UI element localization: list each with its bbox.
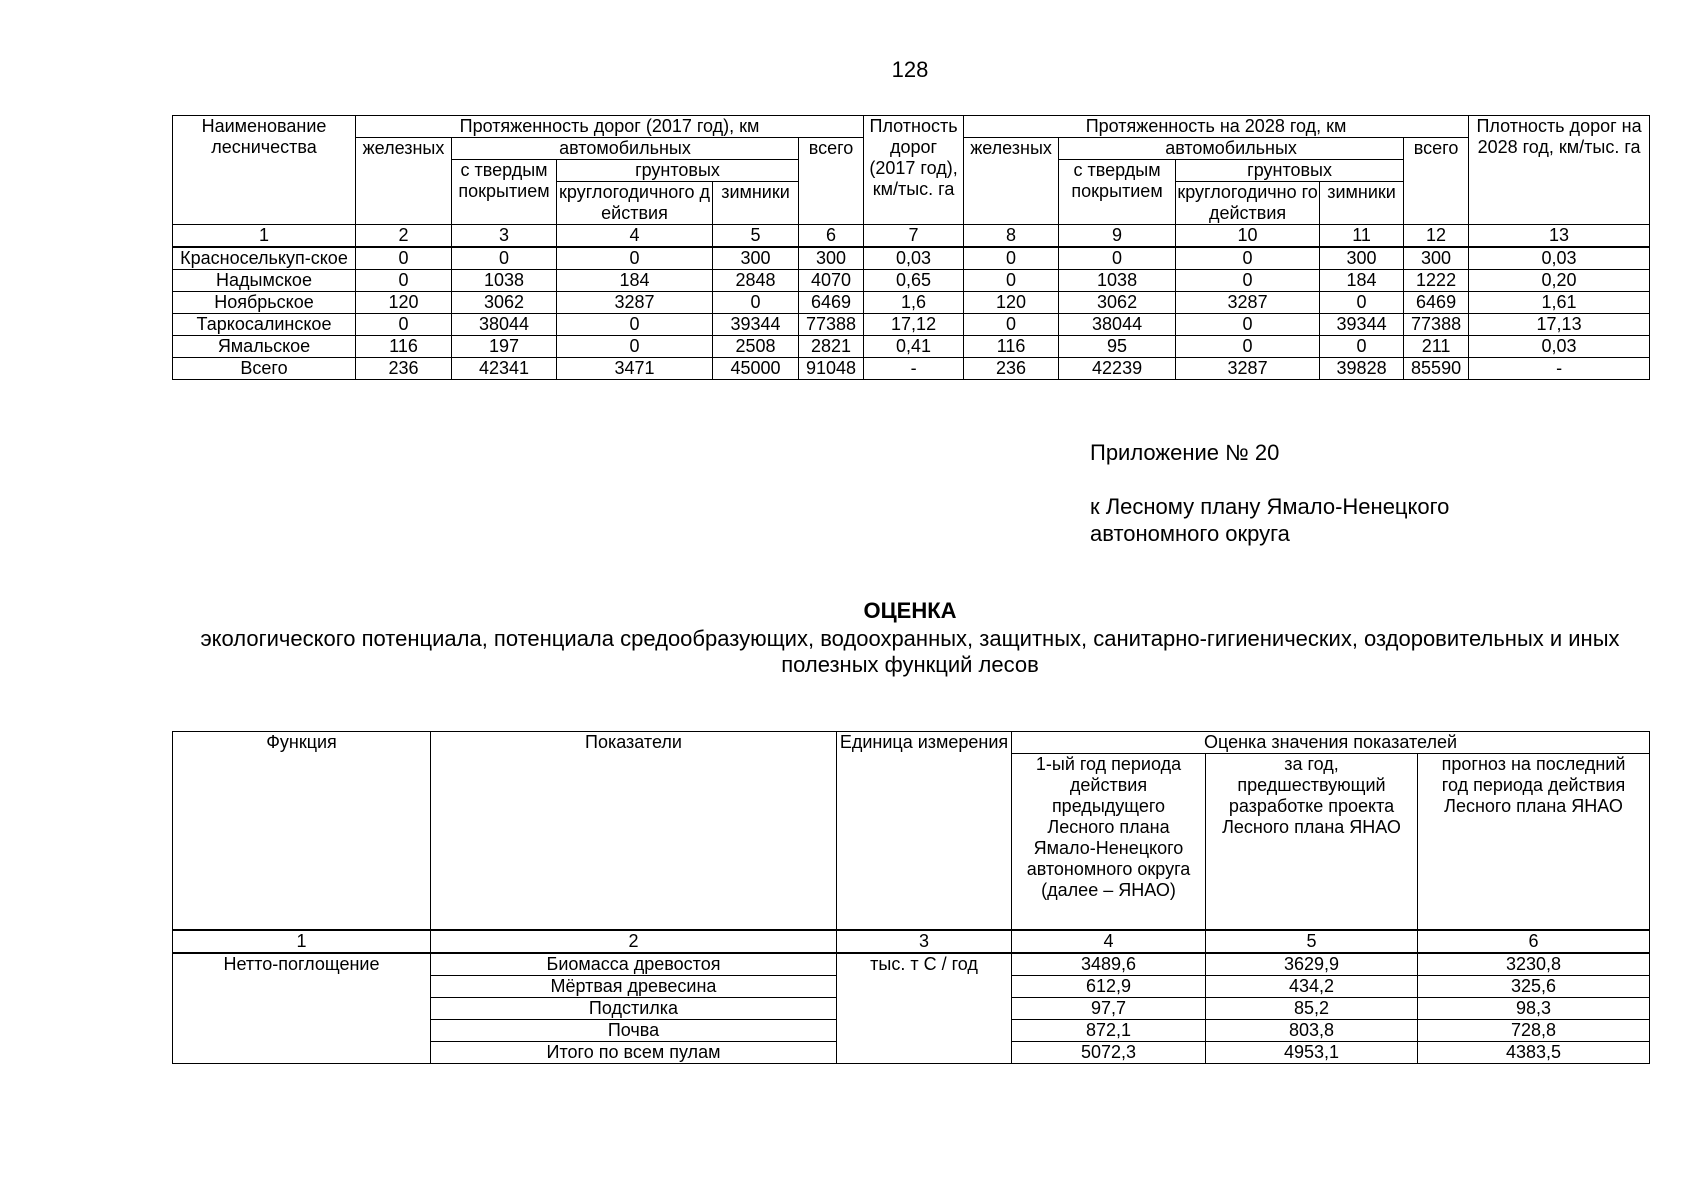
table-cell: 300 [1320, 247, 1404, 270]
table-cell: 1038 [1059, 270, 1176, 292]
appendix-reference: к Лесному плану Ямало-Ненецкого [1090, 494, 1450, 519]
roads-table-body [173, 247, 1650, 380]
value-cell: 728,8 [1418, 1020, 1650, 1042]
roads-header-row [173, 116, 1650, 138]
value-cell: 4953,1 [1206, 1042, 1418, 1064]
table-cell: 1222 [1404, 270, 1469, 292]
forestry-name-cell: Ноябрьское [173, 292, 356, 314]
table-cell: 0,65 [864, 270, 964, 292]
value-cell: 872,1 [1012, 1020, 1206, 1042]
header-length-2028: Протяженность на 2028 год, км [964, 116, 1469, 138]
eco-table [172, 731, 1650, 1064]
function-cell: Нетто-поглощение [173, 953, 431, 1064]
roads-table [172, 115, 1650, 380]
table-cell: 0 [1059, 247, 1176, 270]
value-cell: 3629,9 [1206, 953, 1418, 976]
header-auto-2028: автомобильных [1059, 138, 1404, 160]
table-cell: 0 [964, 247, 1059, 270]
eco-table-body [173, 953, 1650, 1064]
col-number: 8 [964, 225, 1059, 248]
col-number: 10 [1176, 225, 1320, 248]
table-cell: 0 [452, 247, 557, 270]
appendix-number: Приложение № 20 [1090, 440, 1280, 465]
table-cell: 0 [713, 292, 799, 314]
table-cell: 45000 [713, 358, 799, 380]
col-number: 13 [1469, 225, 1650, 248]
value-cell: 325,6 [1418, 976, 1650, 998]
table-cell: 38044 [452, 314, 557, 336]
value-cell: 4383,5 [1418, 1042, 1650, 1064]
table-cell: 0,03 [864, 247, 964, 270]
table-cell: 0 [964, 270, 1059, 292]
table-cell: 0,41 [864, 336, 964, 358]
table-row [173, 953, 1650, 976]
forestry-name-cell: Всего [173, 358, 356, 380]
table-cell: - [1469, 358, 1650, 380]
table-cell: 2821 [799, 336, 864, 358]
header-forestry-name: Наименование лесничества [173, 116, 356, 225]
col-number: 12 [1404, 225, 1469, 248]
header-length-2017: Протяженность дорог (2017 год), км [356, 116, 864, 138]
header-winter-2028: зимники [1320, 182, 1404, 225]
header-auto-2017: автомобильных [452, 138, 799, 160]
value-cell: 5072,3 [1012, 1042, 1206, 1064]
table-cell: 116 [356, 336, 452, 358]
table-cell: 0 [557, 336, 713, 358]
header-ground-2028: грунтовых [1176, 160, 1404, 182]
col-number: 1 [173, 225, 356, 248]
header-hard-2028: с твердым покрытием [1059, 160, 1176, 225]
table-row [173, 336, 1650, 358]
table-cell: 300 [1404, 247, 1469, 270]
table-cell: 184 [557, 270, 713, 292]
forestry-name-cell: Красноселькуп-ское [173, 247, 356, 270]
indicator-cell: Итого по всем пулам [431, 1042, 837, 1064]
value-cell: 98,3 [1418, 998, 1650, 1020]
table-cell: 116 [964, 336, 1059, 358]
table-cell: 85590 [1404, 358, 1469, 380]
table-cell: 39344 [713, 314, 799, 336]
header-year-round-2028: круглогодично го действия [1177, 182, 1318, 223]
value-cell: 434,2 [1206, 976, 1418, 998]
table-cell: 0,03 [1469, 336, 1650, 358]
table-cell: 2848 [713, 270, 799, 292]
table-cell: 0 [1176, 336, 1320, 358]
value-cell: 803,8 [1206, 1020, 1418, 1042]
header-rail-2028: железных [964, 138, 1059, 225]
indicator-cell: Подстилка [431, 998, 837, 1020]
table-cell: 3062 [452, 292, 557, 314]
table-cell: 0 [1320, 292, 1404, 314]
table-cell: 17,13 [1469, 314, 1650, 336]
header-unit: Единица измерения [837, 732, 1012, 931]
value-cell: 97,7 [1012, 998, 1206, 1020]
table-row [173, 247, 1650, 270]
forestry-name-cell: Надымское [173, 270, 356, 292]
table-cell: 0,03 [1469, 247, 1650, 270]
table-cell: 95 [1059, 336, 1176, 358]
forestry-name-cell: Таркосалинское [173, 314, 356, 336]
table-cell: 3062 [1059, 292, 1176, 314]
table-cell: 197 [452, 336, 557, 358]
table-cell: 0 [356, 247, 452, 270]
col-number: 5 [713, 225, 799, 248]
col-number: 6 [1418, 930, 1650, 953]
roads-col-number-row [173, 225, 1650, 248]
table-cell: 39828 [1320, 358, 1404, 380]
table-cell: 0 [1320, 336, 1404, 358]
col-number: 2 [356, 225, 452, 248]
indicator-cell: Мёртвая древесина [431, 976, 837, 998]
table-cell: 0 [557, 314, 713, 336]
col-number: 9 [1059, 225, 1176, 248]
table-cell: 0 [1176, 270, 1320, 292]
table-cell: 0 [1176, 247, 1320, 270]
table-cell: 236 [964, 358, 1059, 380]
col-number: 6 [799, 225, 864, 248]
table-cell: 17,12 [864, 314, 964, 336]
table-cell: 0 [964, 314, 1059, 336]
table-cell: 236 [356, 358, 452, 380]
col-number: 4 [557, 225, 713, 248]
header-ground-2017: грунтовых [557, 160, 799, 182]
table-cell: 4070 [799, 270, 864, 292]
table-cell: 120 [356, 292, 452, 314]
table-cell: 0 [557, 247, 713, 270]
table-cell: 2508 [713, 336, 799, 358]
header-rail-2017: железных [356, 138, 452, 225]
table-row [173, 292, 1650, 314]
header-density-2028: Плотность дорог на 2028 год, км/тыс. га [1469, 116, 1650, 225]
table-cell: 3287 [1176, 292, 1320, 314]
header-indicators: Показатели [431, 732, 837, 931]
col-number: 11 [1320, 225, 1404, 248]
header-evaluation: Оценка значения показателей [1012, 732, 1650, 754]
indicator-cell: Почва [431, 1020, 837, 1042]
header-function: Функция [173, 732, 431, 931]
forestry-name-cell: Ямальское [173, 336, 356, 358]
table-row [173, 314, 1650, 336]
table-cell: 38044 [1059, 314, 1176, 336]
col-number: 4 [1012, 930, 1206, 953]
table-cell: 0 [1176, 314, 1320, 336]
value-cell: 85,2 [1206, 998, 1418, 1020]
header-hard-2017: с твердым покрытием [452, 160, 557, 225]
header-total-2028: всего [1404, 138, 1469, 225]
header-col6: прогноз на последний год периода действия Лесного плана ЯНАО [1418, 754, 1650, 931]
eco-header-row [173, 732, 1650, 754]
col-number: 3 [452, 225, 557, 248]
table-cell: 300 [799, 247, 864, 270]
table-cell: 1038 [452, 270, 557, 292]
col-number: 7 [864, 225, 964, 248]
evaluation-title: ОЦЕНКА [863, 598, 957, 623]
eco-col-number-row [173, 930, 1650, 953]
table-cell: 6469 [799, 292, 864, 314]
page-number: 128 [891, 57, 929, 82]
appendix-reference-cont: автономного округа [1090, 521, 1290, 546]
header-col4: 1-ый год периода действия предыдущего Лесного плана Ямало-Ненецкого автономного округа (далее – ЯНАО) [1012, 754, 1206, 931]
table-cell: 77388 [799, 314, 864, 336]
header-year-round-2017: круглогодичного действия [557, 182, 713, 225]
table-cell: 42239 [1059, 358, 1176, 380]
col-number: 5 [1206, 930, 1418, 953]
table-cell: 3287 [557, 292, 713, 314]
table-row [173, 270, 1650, 292]
header-density-2017: Плотность дорог (2017 год), км/тыс. га [864, 116, 964, 225]
table-cell: 1,6 [864, 292, 964, 314]
table-row [173, 358, 1650, 380]
table-cell: 0 [356, 314, 452, 336]
value-cell: 612,9 [1012, 976, 1206, 998]
table-cell: 3471 [557, 358, 713, 380]
table-cell: 91048 [799, 358, 864, 380]
col-number: 1 [173, 930, 431, 953]
value-cell: 3230,8 [1418, 953, 1650, 976]
table-cell: 300 [713, 247, 799, 270]
table-cell: 0,20 [1469, 270, 1650, 292]
col-number: 3 [837, 930, 1012, 953]
table-cell: 6469 [1404, 292, 1469, 314]
table-cell: 1,61 [1469, 292, 1650, 314]
indicator-cell: Биомасса древостоя [431, 953, 837, 976]
table-cell: 120 [964, 292, 1059, 314]
table-cell: 3287 [1176, 358, 1320, 380]
table-cell: 39344 [1320, 314, 1404, 336]
header-col5: за год, предшествующий разработке проекта Лесного плана ЯНАО [1206, 754, 1418, 931]
table-cell: - [864, 358, 964, 380]
header-total-2017: всего [799, 138, 864, 225]
header-winter-2017: зимники [713, 182, 799, 225]
table-cell: 184 [1320, 270, 1404, 292]
value-cell: 3489,6 [1012, 953, 1206, 976]
table-cell: 0 [356, 270, 452, 292]
table-cell: 211 [1404, 336, 1469, 358]
unit-cell: тыс. т С / год [837, 953, 1012, 1064]
evaluation-subtitle: экологического потенциала, потенциала средообразующих, водоохранных, защитных, санитарно-гигиенических, оздоровительных и иных полезных функций лесов [200, 626, 1620, 677]
table-cell: 77388 [1404, 314, 1469, 336]
table-cell: 42341 [452, 358, 557, 380]
col-number: 2 [431, 930, 837, 953]
